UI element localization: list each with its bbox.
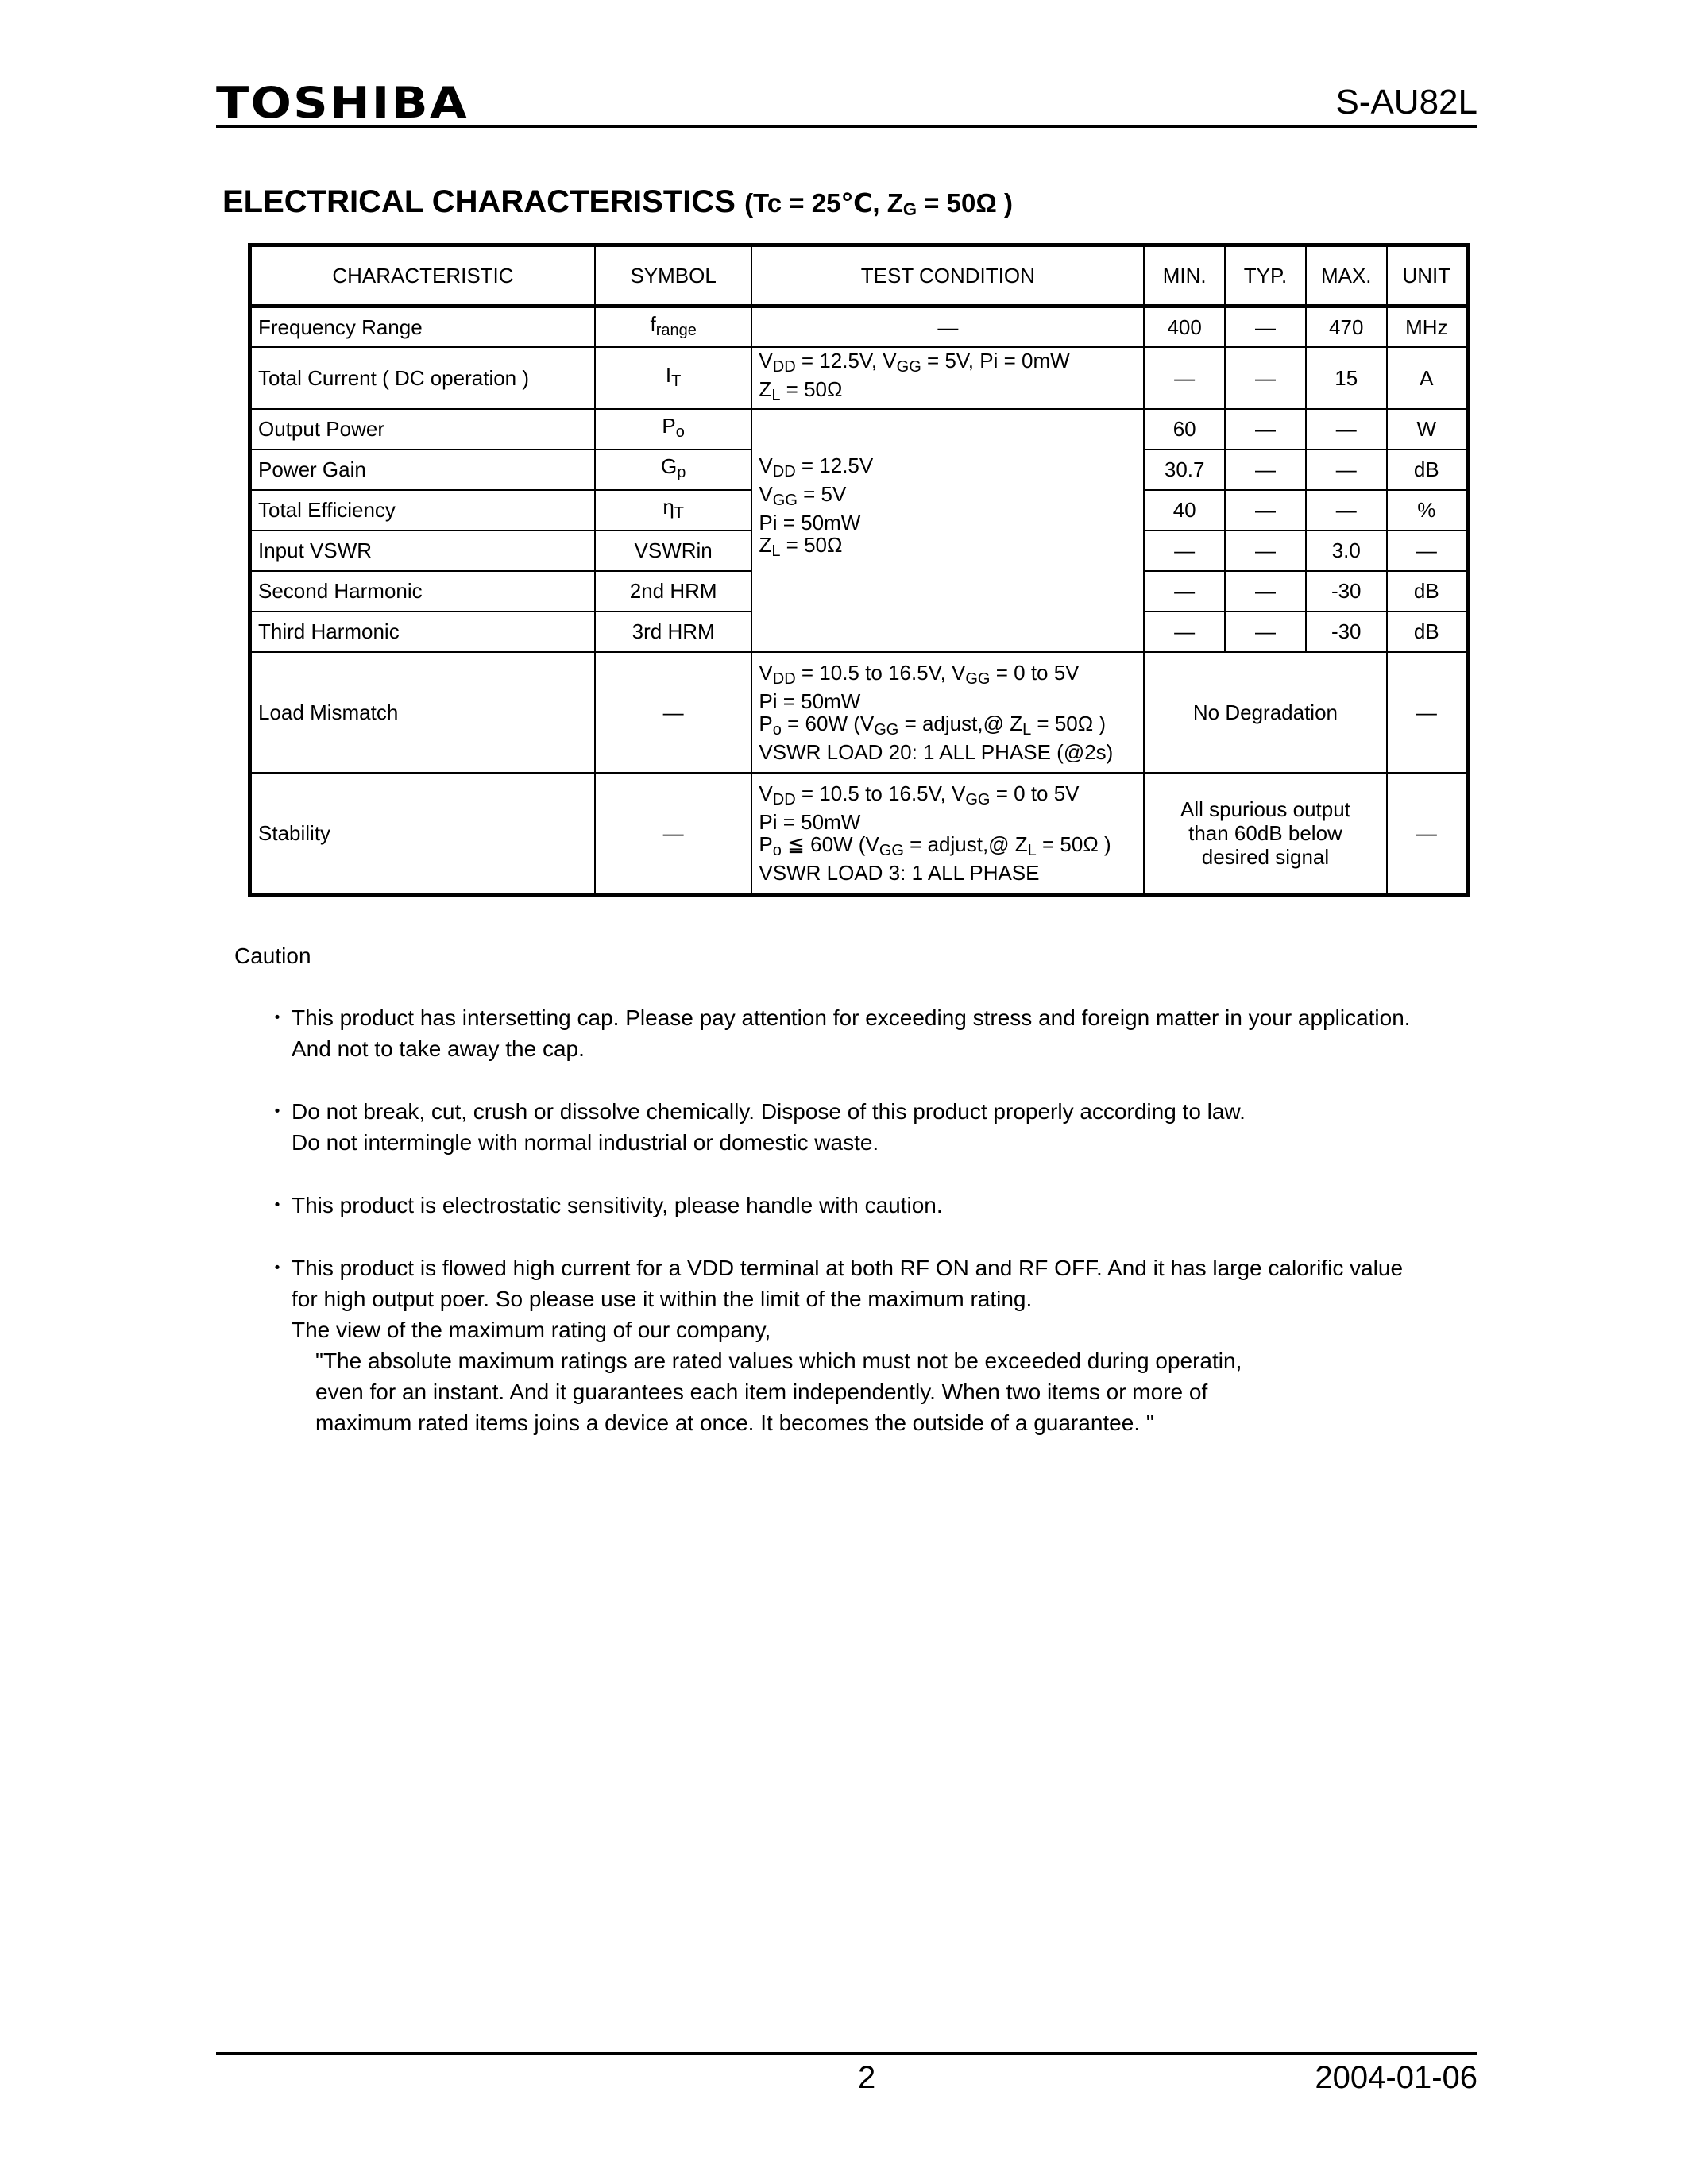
heading-title: ELECTRICAL CHARACTERISTICS <box>222 184 736 219</box>
col-test-condition: TEST CONDITION <box>751 245 1144 307</box>
table-row <box>250 307 1468 347</box>
max-value: 3.0 <box>1306 531 1387 571</box>
unit-value: — <box>1387 531 1468 571</box>
test-condition: $V_{DD} = 10.5$ to 16.5V, $V_{GG} = 0$ to 5V Pi = 50mW $P_o$ ≦ 60W ($V_{GG}$ = adjust,@ $Z_L = 50\Omega$ ) VSWR LOAD 3: 1 ALL PHASE <box>751 773 1144 895</box>
min-value: 30.7 <box>1144 450 1225 490</box>
symbol: — <box>595 652 752 773</box>
typ-value: — <box>1225 612 1306 652</box>
max-value: — <box>1306 450 1387 490</box>
typ-value: — <box>1225 531 1306 571</box>
unit-value: dB <box>1387 612 1468 652</box>
col-unit: UNIT <box>1387 245 1468 307</box>
symbol: $P_o$ <box>595 409 752 450</box>
char-name: Output Power <box>250 409 595 450</box>
unit-value: dB <box>1387 571 1468 612</box>
list-item: ・ This product has intersetting cap. Please pay attention for exceeding stress and foreign matter in your application. And not to take away the cap. <box>266 1002 1481 1064</box>
symbol: 2nd HRM <box>595 571 752 612</box>
result-value: No Degradation <box>1144 652 1386 773</box>
bullet: ・ <box>266 1256 289 1280</box>
max-value: 15 <box>1306 347 1387 409</box>
unit-value: dB <box>1387 450 1468 490</box>
symbol: $G_p$ <box>595 450 752 490</box>
char-name: Power Gain <box>250 450 595 490</box>
col-characteristic: CHARACTERISTIC <box>250 245 595 307</box>
col-max: MAX. <box>1306 245 1387 307</box>
col-typ: TYP. <box>1225 245 1306 307</box>
char-name: Second Harmonic <box>250 571 595 612</box>
bullet: ・ <box>266 1193 289 1217</box>
result-value: All spurious output than 60dB below desired signal <box>1144 773 1386 895</box>
typ-value: — <box>1225 307 1306 347</box>
part-number: S-AU82L <box>1335 83 1477 122</box>
symbol: $\eta_T$ <box>595 490 752 531</box>
test-condition: — <box>751 307 1144 347</box>
symbol: 3rd HRM <box>595 612 752 652</box>
list-item: ・ This product is electrostatic sensitivity, please handle with caution. <box>266 1190 1481 1221</box>
max-value: -30 <box>1306 612 1387 652</box>
table-row <box>250 409 1468 450</box>
symbol: $I_T$ <box>595 347 752 409</box>
char-name: Third Harmonic <box>250 612 595 652</box>
min-value: — <box>1144 347 1225 409</box>
test-condition: $V_{DD} = 12.5V$, $V_{GG} = 5V$, Pi = 0mW $Z_L = 50\Omega$ <box>751 347 1144 409</box>
char-name: Load Mismatch <box>250 652 595 773</box>
typ-value: — <box>1225 571 1306 612</box>
max-value: -30 <box>1306 571 1387 612</box>
col-min: MIN. <box>1144 245 1225 307</box>
bullet: ・ <box>266 1099 289 1124</box>
table-row <box>250 347 1468 409</box>
typ-value: — <box>1225 347 1306 409</box>
typ-value: — <box>1225 450 1306 490</box>
min-value: 60 <box>1144 409 1225 450</box>
table-header-row <box>250 245 1468 307</box>
min-value: — <box>1144 531 1225 571</box>
caution-label: Caution <box>234 943 311 968</box>
typ-value: — <box>1225 409 1306 450</box>
symbol: VSWRin <box>595 531 752 571</box>
max-value: 470 <box>1306 307 1387 347</box>
min-value: — <box>1144 571 1225 612</box>
unit-value: % <box>1387 490 1468 531</box>
char-name: Frequency Range <box>250 307 595 347</box>
table-row <box>250 773 1468 895</box>
col-symbol: SYMBOL <box>595 245 752 307</box>
min-value: 400 <box>1144 307 1225 347</box>
list-item: ・ Do not break, cut, crush or dissolve chemically. Dispose of this product properly according to law. Do not intermingle with normal industrial or domestic waste. <box>266 1096 1481 1158</box>
toshiba-logo: TOSHIBA <box>216 78 469 128</box>
symbol: $f_{range}$ <box>595 307 752 347</box>
table-row <box>250 652 1468 773</box>
bullet: ・ <box>266 1005 289 1030</box>
char-name: Total Current ( DC operation ) <box>250 347 595 409</box>
list-item: ・ This product is flowed high current for a VDD terminal at both RF ON and RF OFF. And it has large calorific value for high output poer. So please use it within the limit of the maximum rating. The view of the maximum rating of our company, "The absolute maximum ratings are rated values which must not be exceeded during operatin, even for an instant. And it guarantees each item independently. When two items or more of maximum rated items joins a device at once. It becomes the outside of a guarantee. " <box>266 1252 1481 1438</box>
typ-value: — <box>1225 490 1306 531</box>
unit-value: — <box>1387 773 1468 895</box>
page-number: 2 <box>858 2060 876 2095</box>
caution-notes <box>266 1002 1481 1470</box>
char-name: Stability <box>250 773 595 895</box>
char-name: Total Efficiency <box>250 490 595 531</box>
max-value: — <box>1306 409 1387 450</box>
unit-value: W <box>1387 409 1468 450</box>
unit-value: A <box>1387 347 1468 409</box>
heading-conditions: (Tc = 25℃, $Z_G = 50\Omega$ ) <box>744 188 1013 219</box>
electrical-characteristics-table <box>248 243 1470 897</box>
unit-value: — <box>1387 652 1468 773</box>
test-condition: $V_{DD} = 10.5$ to 16.5V, $V_{GG} = 0$ to 5V Pi = 50mW $P_o = 60W$ ($V_{GG}$ = adjust,@ $Z_L = 50\Omega$ ) VSWR LOAD 20: 1 ALL PHASE (@2s) <box>751 652 1144 773</box>
symbol: — <box>595 773 752 895</box>
rf-test-condition: $V_{DD} = 12.5V$ $V_{GG} = 5V$ Pi = 50mW $Z_L = 50\Omega$ <box>751 409 1144 652</box>
min-value: 40 <box>1144 490 1225 531</box>
char-name: Input VSWR <box>250 531 595 571</box>
min-value: — <box>1144 612 1225 652</box>
footer-rule <box>216 2052 1477 2055</box>
page-header <box>216 76 1477 128</box>
unit-value: MHz <box>1387 307 1468 347</box>
max-value: — <box>1306 490 1387 531</box>
section-heading <box>222 184 1013 220</box>
document-date: 2004-01-06 <box>1315 2060 1477 2095</box>
